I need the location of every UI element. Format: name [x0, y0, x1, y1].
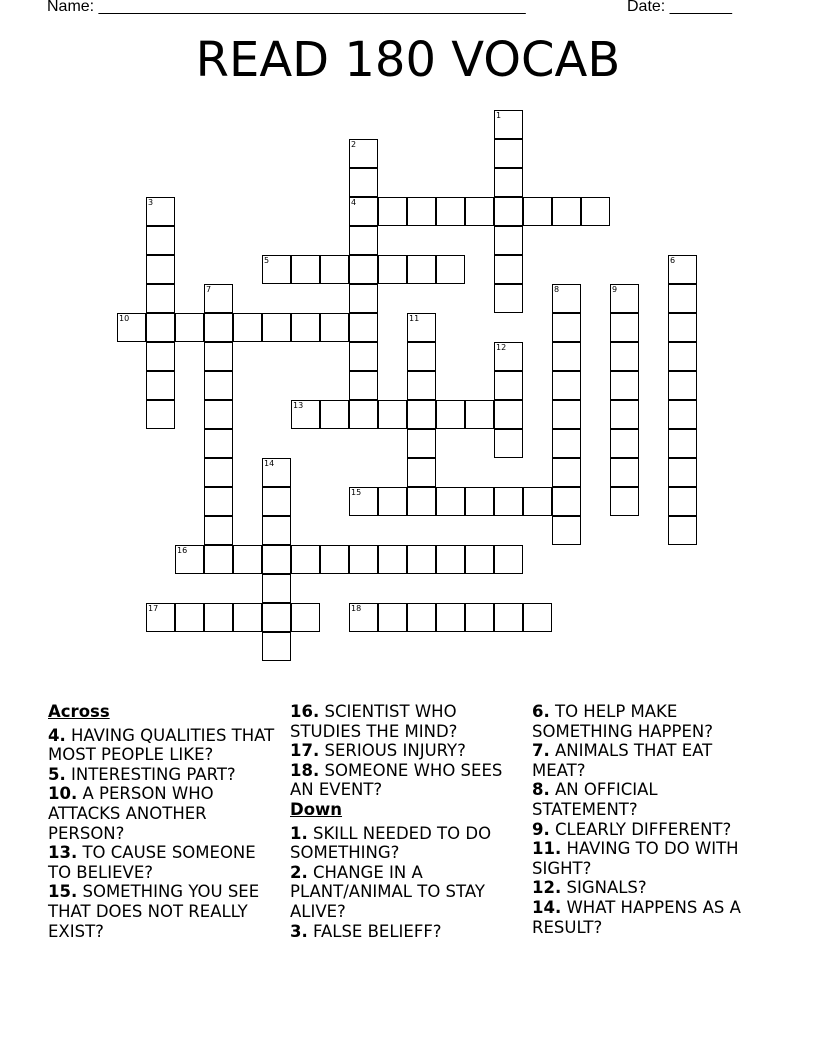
clue-item [48, 784, 280, 843]
clue-number-label: 3 [148, 198, 154, 207]
clue-number: 5. [48, 764, 66, 784]
crossword-cell[interactable] [552, 516, 581, 545]
crossword-cell[interactable] [349, 313, 378, 342]
crossword-cell[interactable] [146, 284, 175, 313]
crossword-cell[interactable] [349, 342, 378, 371]
crossword-cell[interactable] [610, 284, 639, 313]
crossword-cell[interactable] [668, 487, 697, 516]
clue-item [532, 898, 764, 937]
crossword-cell[interactable] [349, 371, 378, 400]
crossword-cell[interactable] [262, 516, 291, 545]
clue-number: 15. [48, 882, 78, 902]
crossword-cell[interactable] [349, 400, 378, 429]
crossword-cell[interactable] [407, 545, 436, 574]
clue-text: AN OFFICIAL STATEMENT? [532, 780, 658, 819]
clue-text: FALSE BELIEFF? [307, 921, 442, 941]
crossword-cell[interactable] [668, 458, 697, 487]
crossword-cell[interactable] [291, 603, 320, 632]
crossword-cell[interactable] [262, 458, 291, 487]
crossword-cell[interactable] [349, 139, 378, 168]
clues-column-1 [48, 702, 280, 941]
crossword-cell[interactable] [465, 487, 494, 516]
crossword-cell[interactable] [407, 429, 436, 458]
crossword-cell[interactable] [378, 255, 407, 284]
crossword-cell[interactable] [320, 545, 349, 574]
crossword-cell[interactable] [494, 603, 523, 632]
crossword-cell[interactable] [552, 284, 581, 313]
crossword-cell[interactable] [407, 313, 436, 342]
crossword-cell[interactable] [204, 516, 233, 545]
clues-column-2 [290, 702, 522, 941]
crossword-cell[interactable] [204, 458, 233, 487]
crossword-cell[interactable] [262, 574, 291, 603]
crossword-cell[interactable] [610, 371, 639, 400]
clue-item [532, 702, 764, 741]
clue-number: 6. [532, 702, 550, 721]
crossword-cell[interactable] [146, 197, 175, 226]
crossword-cell[interactable] [436, 255, 465, 284]
clue-number: 18. [290, 760, 320, 780]
crossword-cell[interactable] [407, 400, 436, 429]
clues-column-3 [532, 702, 764, 937]
crossword-cell[interactable] [175, 545, 204, 574]
crossword-cell[interactable] [233, 603, 262, 632]
crossword-cell[interactable] [117, 313, 146, 342]
clue-item [532, 741, 764, 780]
crossword-cell[interactable] [262, 632, 291, 661]
clue-number: 11. [532, 839, 562, 859]
crossword-cell[interactable] [146, 342, 175, 371]
crossword-cell[interactable] [349, 255, 378, 284]
crossword-cell[interactable] [146, 603, 175, 632]
crossword-cell[interactable] [552, 342, 581, 371]
crossword-cell[interactable] [204, 545, 233, 574]
crossword-cell[interactable] [436, 603, 465, 632]
crossword-cell[interactable] [378, 197, 407, 226]
crossword-cell[interactable] [668, 313, 697, 342]
clue-text: CLEARLY DIFFERENT? [549, 819, 732, 839]
clue-item [532, 780, 764, 819]
crossword-cell[interactable] [349, 487, 378, 516]
crossword-cell[interactable] [668, 255, 697, 284]
crossword-cell[interactable] [494, 168, 523, 197]
crossword-cell[interactable] [262, 255, 291, 284]
crossword-cell[interactable] [204, 284, 233, 313]
crossword-cell[interactable] [349, 226, 378, 255]
crossword-cell[interactable] [320, 313, 349, 342]
crossword-cell[interactable] [291, 545, 320, 574]
clue-item [48, 726, 280, 765]
crossword-cell[interactable] [552, 400, 581, 429]
clue-number-label: 11 [409, 314, 420, 323]
clue-item [48, 843, 280, 882]
clue-item [290, 761, 522, 800]
clue-number: 2. [290, 862, 308, 882]
crossword-cell[interactable] [291, 313, 320, 342]
crossword-cell[interactable] [552, 197, 581, 226]
crossword-cell[interactable] [233, 545, 262, 574]
crossword-cell[interactable] [407, 458, 436, 487]
crossword-cell[interactable] [378, 603, 407, 632]
crossword-cell[interactable] [668, 429, 697, 458]
crossword-cell[interactable] [494, 400, 523, 429]
clue-item [48, 882, 280, 941]
crossword-cell[interactable] [262, 313, 291, 342]
crossword-cell[interactable] [494, 371, 523, 400]
clue-text: SKILL NEEDED TO DO SOMETHING? [290, 823, 492, 863]
crossword-cell[interactable] [204, 400, 233, 429]
crossword-cell[interactable] [552, 371, 581, 400]
crossword-cell[interactable] [552, 487, 581, 516]
crossword-cell[interactable] [407, 342, 436, 371]
crossword-cell[interactable] [552, 313, 581, 342]
name-field-label: Name: ________________________________________________ [47, 0, 526, 15]
crossword-cell[interactable] [552, 429, 581, 458]
crossword-cell[interactable] [146, 313, 175, 342]
crossword-cell[interactable] [320, 400, 349, 429]
clue-number: 7. [532, 741, 550, 761]
crossword-cell[interactable] [668, 371, 697, 400]
crossword-cell[interactable] [436, 400, 465, 429]
clue-item [532, 839, 764, 878]
crossword-cell[interactable] [262, 603, 291, 632]
crossword-cell[interactable] [494, 255, 523, 284]
clue-number: 17. [290, 741, 320, 761]
clue-text: SCIENTIST WHO STUDIES THE MIND? [290, 702, 458, 741]
clue-number: 13. [48, 843, 78, 863]
crossword-cell[interactable] [552, 458, 581, 487]
clue-number-label: 10 [119, 314, 130, 323]
crossword-cell[interactable] [465, 603, 494, 632]
crossword-cell[interactable] [465, 400, 494, 429]
clue-item [290, 863, 522, 922]
clue-number-label: 16 [177, 546, 188, 555]
clue-number-label: 5 [264, 256, 270, 265]
crossword-cell[interactable] [349, 168, 378, 197]
crossword-cell[interactable] [407, 371, 436, 400]
crossword-cell[interactable] [146, 371, 175, 400]
clue-text: WHAT HAPPENS AS A RESULT? [532, 897, 741, 937]
clue-text: TO HELP MAKE SOMETHING HAPPEN? [532, 702, 713, 741]
clue-number-label: 14 [264, 459, 275, 468]
date-field-label: Date: _______ [627, 0, 732, 15]
crossword-cell[interactable] [146, 226, 175, 255]
clue-number-label: 1 [496, 111, 502, 120]
crossword-cell[interactable] [494, 545, 523, 574]
clue-text: CHANGE IN A PLANT/ANIMAL TO STAY ALIVE? [290, 862, 485, 921]
clue-item [290, 922, 522, 942]
clue-number-label: 9 [612, 285, 618, 294]
crossword-cell[interactable] [494, 429, 523, 458]
crossword-cell[interactable] [523, 603, 552, 632]
crossword-cell[interactable] [610, 429, 639, 458]
clue-number-label: 18 [351, 604, 362, 613]
clue-number: 14. [532, 897, 562, 917]
crossword-cell[interactable] [349, 603, 378, 632]
clue-number: 16. [290, 702, 320, 721]
clue-text: SOMEONE WHO SEES AN EVENT? [290, 760, 503, 800]
crossword-cell[interactable] [204, 603, 233, 632]
clue-number: 9. [532, 819, 550, 839]
crossword-cell[interactable] [465, 197, 494, 226]
crossword-cell[interactable] [610, 313, 639, 342]
clue-number-label: 8 [554, 285, 560, 294]
crossword-cell[interactable] [610, 400, 639, 429]
across-heading: Across [48, 702, 110, 721]
clue-text: HAVING TO DO WITH SIGHT? [532, 839, 739, 878]
clue-text: SERIOUS INJURY? [319, 741, 466, 761]
crossword-cell[interactable] [494, 487, 523, 516]
crossword-cell[interactable] [436, 197, 465, 226]
crossword-cell[interactable] [349, 197, 378, 226]
crossword-cell[interactable] [494, 284, 523, 313]
clue-item [290, 824, 522, 863]
crossword-cell[interactable] [436, 545, 465, 574]
page-title: READ 180 VOCAB [195, 32, 621, 88]
clue-number-label: 2 [351, 140, 357, 149]
crossword-cell[interactable] [407, 603, 436, 632]
clue-item [290, 741, 522, 761]
crossword-cell[interactable] [204, 371, 233, 400]
clue-text: HAVING QUALITIES THAT MOST PEOPLE LIKE? [48, 725, 275, 765]
clue-text: SOMETHING YOU SEE THAT DOES NOT REALLY EXIST? [48, 882, 260, 941]
crossword-cell[interactable] [146, 255, 175, 284]
crossword-cell[interactable] [233, 313, 262, 342]
crossword-cell[interactable] [204, 429, 233, 458]
clue-number: 3. [290, 921, 308, 941]
crossword-cell[interactable] [494, 139, 523, 168]
crossword-cell[interactable] [523, 487, 552, 516]
clue-number: 4. [48, 725, 66, 745]
crossword-cell[interactable] [668, 400, 697, 429]
crossword-cell[interactable] [175, 313, 204, 342]
crossword-cell[interactable] [204, 313, 233, 342]
crossword-cell[interactable] [494, 342, 523, 371]
crossword-cell[interactable] [291, 400, 320, 429]
clue-number: 8. [532, 780, 550, 800]
crossword-cell[interactable] [494, 197, 523, 226]
crossword-cell[interactable] [668, 284, 697, 313]
clue-text: INTERESTING PART? [65, 764, 236, 784]
crossword-cell[interactable] [291, 255, 320, 284]
crossword-cell[interactable] [407, 487, 436, 516]
crossword-cell[interactable] [320, 255, 349, 284]
crossword-cell[interactable] [581, 197, 610, 226]
clue-number-label: 13 [293, 401, 304, 410]
clue-number-label: 12 [496, 343, 507, 352]
clue-number-label: 7 [206, 285, 212, 294]
crossword-cell[interactable] [436, 487, 465, 516]
crossword-cell[interactable] [204, 487, 233, 516]
clue-number: 12. [532, 878, 562, 898]
clue-number-label: 15 [351, 488, 362, 497]
down-heading: Down [290, 799, 343, 819]
crossword-cell[interactable] [349, 284, 378, 313]
crossword-cell[interactable] [523, 197, 552, 226]
crossword-cell[interactable] [465, 545, 494, 574]
clue-text: ANIMALS THAT EAT MEAT? [532, 741, 713, 780]
crossword-cell[interactable] [668, 342, 697, 371]
clue-number-label: 17 [148, 604, 159, 613]
crossword-cell[interactable] [262, 545, 291, 574]
clue-number-label: 6 [670, 256, 676, 265]
crossword-cell[interactable] [349, 545, 378, 574]
crossword-cell[interactable] [668, 516, 697, 545]
clue-text: TO CAUSE SOMEONE TO BELIEVE? [48, 843, 256, 882]
crossword-cell[interactable] [204, 342, 233, 371]
clue-item [532, 878, 764, 898]
crossword-cell[interactable] [494, 110, 523, 139]
crossword-cell[interactable] [494, 226, 523, 255]
crossword-cell[interactable] [146, 400, 175, 429]
clue-number: 10. [48, 784, 78, 804]
crossword-cell[interactable] [407, 197, 436, 226]
clue-text: SIGNALS? [561, 878, 647, 898]
clue-item [532, 820, 764, 840]
crossword-cell[interactable] [610, 458, 639, 487]
crossword-cell[interactable] [610, 487, 639, 516]
crossword-cell[interactable] [378, 400, 407, 429]
crossword-cell[interactable] [378, 545, 407, 574]
crossword-cell[interactable] [610, 342, 639, 371]
clue-text: A PERSON WHO ATTACKS ANOTHER PERSON? [48, 784, 214, 843]
clue-number-label: 4 [351, 198, 357, 207]
crossword-cell[interactable] [378, 487, 407, 516]
crossword-cell[interactable] [407, 255, 436, 284]
crossword-cell[interactable] [175, 603, 204, 632]
clue-number: 1. [290, 823, 308, 843]
clue-item [48, 765, 280, 785]
crossword-cell[interactable] [262, 487, 291, 516]
clue-item [290, 702, 522, 741]
